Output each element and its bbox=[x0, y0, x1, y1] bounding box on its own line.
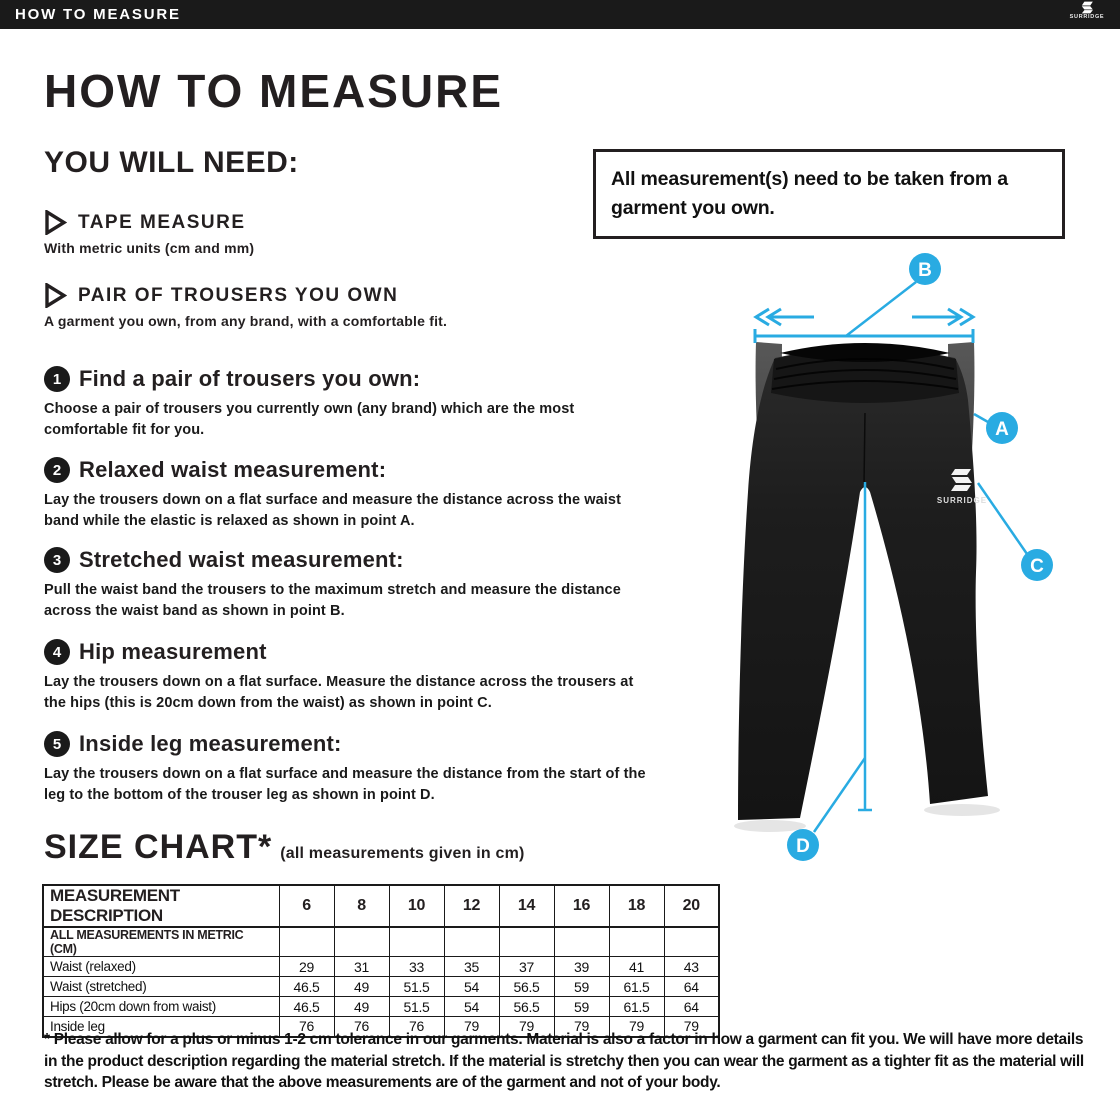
row-label: Waist (stretched) bbox=[43, 977, 279, 997]
step-number-badge: 3 bbox=[44, 547, 70, 573]
table-header-row bbox=[43, 885, 719, 927]
column-header: 8 bbox=[334, 885, 389, 927]
cell-value: 49 bbox=[334, 977, 389, 997]
table-row bbox=[43, 977, 719, 997]
column-header: MEASUREMENT DESCRIPTION bbox=[43, 885, 279, 927]
marker-b-leader-line bbox=[846, 282, 916, 336]
size-chart-table bbox=[42, 884, 720, 1038]
empty-cell bbox=[444, 927, 499, 957]
empty-cell bbox=[609, 927, 664, 957]
cell-value: 61.5 bbox=[609, 977, 664, 997]
step-number-badge: 4 bbox=[44, 639, 70, 665]
size-chart-title: SIZE CHART* bbox=[44, 828, 273, 866]
step-description: Lay the trousers down on a flat surface and measure the distance from the start of the leg to the bottom of the trouser leg as shown in point D. bbox=[44, 766, 646, 803]
marker-a-leader-line bbox=[974, 414, 988, 422]
cell-value: 64 bbox=[664, 997, 719, 1017]
step-5 bbox=[44, 731, 684, 806]
cell-value: 76 bbox=[334, 1017, 389, 1037]
column-header: 18 bbox=[609, 885, 664, 927]
pants-body bbox=[738, 348, 988, 820]
cell-value: 46.5 bbox=[279, 997, 334, 1017]
marker-b-label: B bbox=[918, 260, 932, 281]
cell-value: 76 bbox=[389, 1017, 444, 1037]
cell-value: 54 bbox=[444, 997, 499, 1017]
cell-value: 64 bbox=[664, 977, 719, 997]
step-title: Hip measurement bbox=[79, 639, 267, 664]
cell-value: 29 bbox=[279, 957, 334, 977]
cell-value: 79 bbox=[554, 1017, 609, 1037]
step-number-badge: 2 bbox=[44, 457, 70, 483]
cell-value: 35 bbox=[444, 957, 499, 977]
step-description: Pull the waist band the trousers to the maximum stretch and measure the distance across the waist band as shown in point B. bbox=[44, 582, 621, 619]
row-label: Hips (20cm down from waist) bbox=[43, 997, 279, 1017]
step-description: Lay the trousers down on a flat surface. Measure the distance across the trousers at the hips (this is 20cm down from the waist) as shown in point C. bbox=[44, 674, 634, 711]
column-header: 10 bbox=[389, 885, 444, 927]
cell-value: 43 bbox=[664, 957, 719, 977]
step-number-badge: 5 bbox=[44, 731, 70, 757]
step-description: Choose a pair of trousers you currently own (any brand) which are the most comfortable fit for you. bbox=[44, 401, 575, 438]
center-seam bbox=[864, 413, 865, 484]
pants-logo-text: SURRIDGE bbox=[936, 496, 988, 505]
empty-cell bbox=[554, 927, 609, 957]
cell-value: 51.5 bbox=[389, 977, 444, 997]
cell-value: 79 bbox=[444, 1017, 499, 1037]
step-title: Inside leg measurement: bbox=[79, 731, 342, 756]
tolerance-footnote: * Please allow for a plus or minus 1-2 cm tolerance in our garments. Material is also a factor in how a garment can fit you. We will have more details in the product description regarding the material stretch. If the material is stretchy then you can wear the garment as a tighter fit as the material will stretch. Please be aware that the above measurements are of the garment and not of your body. bbox=[44, 1031, 1084, 1091]
marker-a-label: A bbox=[995, 419, 1009, 440]
cell-value: 79 bbox=[499, 1017, 554, 1037]
step-4 bbox=[44, 639, 684, 714]
table-row bbox=[43, 957, 719, 977]
cell-value: 56.5 bbox=[499, 977, 554, 997]
step-title: Stretched waist measurement: bbox=[79, 547, 404, 572]
step-description: Lay the trousers down on a flat surface and measure the distance across the waist band while the elastic is relaxed as shown in point A. bbox=[44, 492, 621, 529]
cell-value: 39 bbox=[554, 957, 609, 977]
need-item-description: With metric units (cm and mm) bbox=[44, 240, 255, 256]
cell-value: 33 bbox=[389, 957, 444, 977]
marker-c-label: C bbox=[1030, 556, 1044, 577]
empty-cell bbox=[279, 927, 334, 957]
step-3 bbox=[44, 547, 684, 622]
trousers-illustration bbox=[730, 240, 1120, 880]
column-header: 14 bbox=[499, 885, 554, 927]
step-title: Find a pair of trousers you own: bbox=[79, 366, 421, 391]
need-item-tape-measure bbox=[44, 210, 254, 256]
step-2 bbox=[44, 457, 684, 532]
cell-value: 54 bbox=[444, 977, 499, 997]
column-header: 12 bbox=[444, 885, 499, 927]
column-header: 20 bbox=[664, 885, 719, 927]
top-bar-title: HOW TO MEASURE bbox=[15, 6, 181, 23]
cell-value: 46.5 bbox=[279, 977, 334, 997]
row-label: Inside leg bbox=[43, 1017, 279, 1037]
step-number-badge: 1 bbox=[44, 366, 70, 392]
shadow bbox=[734, 820, 806, 832]
empty-cell bbox=[334, 927, 389, 957]
cell-value: 59 bbox=[554, 977, 609, 997]
top-bar bbox=[0, 0, 1120, 29]
cell-value: 76 bbox=[279, 1017, 334, 1037]
trousers-measurement-diagram bbox=[730, 240, 1120, 880]
step-1 bbox=[44, 366, 684, 441]
marker-c-leader-line bbox=[978, 483, 1027, 554]
table-row bbox=[43, 927, 719, 957]
measurement-note-box: All measurement(s) need to be taken from a garment you own. bbox=[593, 149, 1065, 239]
cell-value: 79 bbox=[664, 1017, 719, 1037]
need-item-description: A garment you own, from any brand, with a comfortable fit. bbox=[44, 313, 448, 329]
cell-value: 79 bbox=[609, 1017, 664, 1037]
cell-value: 41 bbox=[609, 957, 664, 977]
cell-value: 59 bbox=[554, 997, 609, 1017]
row-label: Waist (relaxed) bbox=[43, 957, 279, 977]
cell-value: 49 bbox=[334, 997, 389, 1017]
column-header: 16 bbox=[554, 885, 609, 927]
table-row bbox=[43, 997, 719, 1017]
shadow bbox=[924, 804, 1000, 816]
marker-d-leader-line bbox=[814, 758, 865, 832]
size-chart-subtitle: (all measurements given in cm) bbox=[280, 845, 525, 862]
size-chart-heading bbox=[44, 828, 525, 867]
empty-cell bbox=[664, 927, 719, 957]
cell-value: 61.5 bbox=[609, 997, 664, 1017]
metric-note-cell: ALL MEASUREMENTS IN METRIC (CM) bbox=[43, 927, 279, 957]
surridge-s-icon bbox=[1079, 1, 1095, 14]
cell-value: 37 bbox=[499, 957, 554, 977]
need-item-title: PAIR OF TROUSERS YOU OWN bbox=[78, 284, 399, 306]
need-item-title: TAPE MEASURE bbox=[78, 211, 246, 233]
cell-value: 31 bbox=[334, 957, 389, 977]
triangle-bullet-icon bbox=[44, 283, 67, 308]
cell-value: 56.5 bbox=[499, 997, 554, 1017]
page-title: HOW TO MEASURE bbox=[44, 65, 504, 117]
column-header: 6 bbox=[279, 885, 334, 927]
surridge-logo bbox=[1060, 1, 1114, 20]
need-item-trousers bbox=[44, 283, 447, 329]
surridge-logo-text: SURRIDGE bbox=[1069, 14, 1105, 20]
step-title: Relaxed waist measurement: bbox=[79, 457, 387, 482]
triangle-bullet-icon bbox=[44, 210, 67, 235]
empty-cell bbox=[499, 927, 554, 957]
you-will-need-heading: YOU WILL NEED: bbox=[44, 146, 299, 179]
cell-value: 51.5 bbox=[389, 997, 444, 1017]
marker-d-label: D bbox=[796, 836, 810, 857]
empty-cell bbox=[389, 927, 444, 957]
